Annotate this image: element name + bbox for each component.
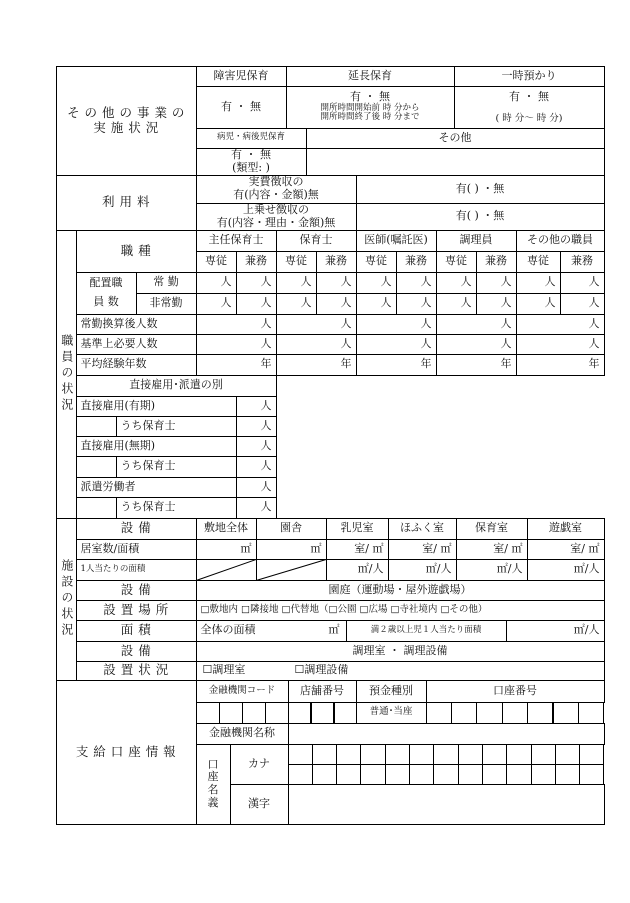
- other-value[interactable]: [306, 148, 605, 176]
- sick-care-yes-no[interactable]: 有 ・ 無 (類型: ): [196, 148, 307, 176]
- kana-char-box[interactable]: [360, 764, 385, 785]
- full-time-header: 専従: [276, 251, 317, 273]
- concurrent-header: 兼務: [316, 251, 357, 273]
- bank-info-label: 支 給 口 座 情 報: [56, 680, 197, 825]
- kana-char-box[interactable]: [458, 764, 483, 785]
- staff-count-concurrent[interactable]: 人: [236, 272, 277, 294]
- direct-indefinite-count[interactable]: 人: [236, 436, 277, 457]
- per-person-label: 1人当たりの面積: [76, 559, 197, 581]
- kana-char-box[interactable]: [433, 744, 458, 765]
- direct-indefinite-nursery-count[interactable]: 人: [236, 456, 277, 478]
- placement-label-1: 配置職: [89, 276, 123, 290]
- account-no-digit[interactable]: [527, 702, 553, 724]
- concurrent-header: 兼務: [396, 251, 437, 273]
- institution-name-value[interactable]: [288, 723, 605, 745]
- dispatched-nursery-count[interactable]: 人: [236, 497, 277, 519]
- fte-label: 常勤換算後人数: [76, 314, 197, 335]
- room-count-area-value[interactable]: 室/ ㎡: [456, 539, 528, 560]
- account-no-digit[interactable]: [578, 702, 604, 724]
- account-no-digit[interactable]: [426, 702, 452, 724]
- staff-count-concurrent[interactable]: 人: [560, 293, 605, 315]
- kana-char-box[interactable]: [531, 744, 556, 765]
- location-label: 設 置 場 所: [76, 600, 197, 621]
- staff-count-concurrent[interactable]: 人: [476, 293, 517, 315]
- direct-fixed-count[interactable]: 人: [236, 396, 277, 417]
- garden-equipment-label: 設 備: [76, 580, 197, 601]
- kana-char-box[interactable]: [531, 764, 556, 785]
- placement-label: [76, 272, 137, 315]
- total-area-unit: ㎡: [328, 623, 340, 637]
- staff-count-full-time[interactable]: 人: [196, 272, 237, 294]
- surcharge-label: 上乗せ徴収の 有(内容・理由・金額)無: [196, 203, 357, 231]
- staff-count-concurrent[interactable]: 人: [316, 293, 357, 315]
- employment-type-header: 直接雇用･派遣の別: [76, 375, 277, 397]
- experience-label-value[interactable]: 年: [436, 354, 517, 376]
- rooms-area-label: 居室数/面積: [76, 539, 197, 560]
- experience-label-value[interactable]: 年: [356, 354, 437, 376]
- kana-char-box[interactable]: [458, 744, 483, 765]
- per-person-area-value[interactable]: ㎡/人: [527, 559, 605, 581]
- institution-code-digit[interactable]: [265, 702, 289, 724]
- concurrent-header: 兼務: [476, 251, 517, 273]
- kana-char-box[interactable]: [433, 764, 458, 785]
- direct-fixed-nursery-count[interactable]: 人: [236, 416, 277, 437]
- staff-count-full-time[interactable]: 人: [356, 272, 397, 294]
- kana-char-box[interactable]: [506, 764, 531, 785]
- kitchen-equipment-label: 設 備: [76, 641, 197, 662]
- fte-label-value[interactable]: 人: [356, 314, 437, 335]
- role-header-cook: 調理員: [436, 230, 517, 252]
- kitchen-equipment-checkbox[interactable]: ☐調理設備: [294, 663, 349, 677]
- temporary-time: ( 時 分～ 時 分): [495, 113, 563, 124]
- kana-char-box[interactable]: [288, 764, 313, 785]
- required-label-value[interactable]: 人: [196, 334, 277, 355]
- kana-char-box[interactable]: [312, 744, 337, 765]
- kana-char-box[interactable]: [312, 764, 337, 785]
- full-time-header: 専従: [356, 251, 397, 273]
- staff-count-full-time[interactable]: 人: [196, 293, 237, 315]
- room-count-area-value[interactable]: 室/ ㎡: [326, 539, 389, 560]
- fte-label-value[interactable]: 人: [436, 314, 517, 335]
- area-label: 面 積: [76, 620, 197, 642]
- staff-count-full-time[interactable]: 人: [276, 272, 317, 294]
- kana-char-box[interactable]: [579, 764, 604, 785]
- per-child-area-label: 満２歳以上児１人当たり面積: [346, 620, 507, 642]
- kanji-value[interactable]: [288, 784, 605, 825]
- kana-char-box[interactable]: [336, 744, 361, 765]
- facility-col-header: 保育室: [456, 518, 528, 540]
- job-type-header: 職 種: [76, 230, 197, 273]
- experience-label: 平均経験年数: [76, 354, 197, 376]
- experience-label-value[interactable]: 年: [196, 354, 277, 376]
- account-no-digit[interactable]: [451, 702, 477, 724]
- placement-label-2: 員 数: [93, 295, 119, 308]
- staff-count-full-time[interactable]: 人: [436, 272, 477, 294]
- account-no-digit[interactable]: [553, 702, 579, 724]
- kana-char-box[interactable]: [579, 744, 604, 765]
- staff-section-label: 職員の状況: [56, 230, 77, 519]
- kana-char-box[interactable]: [506, 744, 531, 765]
- account-no-header: 口座番号: [426, 680, 605, 703]
- branch-no-header: 店舗番号: [288, 680, 357, 703]
- temporary-yes-no[interactable]: 有 ・ 無: [454, 86, 605, 129]
- concurrent-header: 兼務: [236, 251, 277, 273]
- dispatched-count[interactable]: 人: [236, 477, 277, 498]
- staff-count-full-time[interactable]: 人: [356, 293, 397, 315]
- required-label-value[interactable]: 人: [276, 334, 357, 355]
- required-label-value[interactable]: 人: [356, 334, 437, 355]
- other-header: その他: [306, 128, 605, 149]
- regular-label: 常 勤: [136, 272, 197, 294]
- staff-count-concurrent[interactable]: 人: [396, 293, 437, 315]
- temporary-care-header: 一時預かり: [454, 66, 605, 87]
- direct-fixed-label: 直接雇用(有期): [76, 396, 237, 417]
- dispatched-label: 派遣労働者: [76, 477, 237, 498]
- concurrent-header: 兼務: [560, 251, 605, 273]
- staff-count-concurrent[interactable]: 人: [396, 272, 437, 294]
- institution-code-digit[interactable]: [242, 702, 266, 724]
- per-person-area-value[interactable]: ㎡/人: [326, 559, 389, 581]
- actual-cost-value[interactable]: 有( ) ・無: [356, 175, 605, 204]
- facility-col-header: 敷地全体: [196, 518, 257, 540]
- branch-no-digit[interactable]: [334, 702, 357, 724]
- building-area-value[interactable]: ㎡: [256, 539, 327, 560]
- required-label: 基準上必要人数: [76, 334, 197, 355]
- kana-char-box[interactable]: [385, 764, 410, 785]
- institution-code-digit[interactable]: [196, 702, 220, 724]
- staff-count-concurrent[interactable]: 人: [476, 272, 517, 294]
- experience-label-value[interactable]: 年: [276, 354, 357, 376]
- install-status-options[interactable]: [196, 661, 605, 681]
- kana-char-box[interactable]: [409, 744, 434, 765]
- role-header-other-staff: その他の職員: [516, 230, 605, 252]
- staff-count-full-time[interactable]: 人: [436, 293, 477, 315]
- site-area-value[interactable]: ㎡: [196, 539, 257, 560]
- indent-blank: [76, 416, 117, 437]
- extended-care-header: 延長保育: [286, 66, 455, 87]
- fte-label-value[interactable]: 人: [276, 314, 357, 335]
- deposit-type-header: 預金種別: [356, 680, 427, 703]
- staff-count-full-time[interactable]: 人: [516, 293, 561, 315]
- kana-label: カナ: [230, 744, 289, 785]
- kana-char-box[interactable]: [555, 744, 580, 765]
- institution-code-digit[interactable]: [219, 702, 243, 724]
- facility-col-header: 遊戯室: [527, 518, 605, 540]
- full-time-header: 専従: [436, 251, 477, 273]
- facility-col-header: ほふく室: [388, 518, 457, 540]
- per-person-area-value[interactable]: ㎡/人: [388, 559, 457, 581]
- room-count-area-value[interactable]: 室/ ㎡: [527, 539, 605, 560]
- kana-char-box[interactable]: [360, 744, 385, 765]
- account-holder-label: 口 座 名 義: [196, 744, 231, 825]
- experience-label-value[interactable]: 年: [516, 354, 605, 376]
- garden-header: 園庭（運動場・屋外遊戯場）: [196, 580, 605, 601]
- fte-label-value[interactable]: 人: [516, 314, 605, 335]
- facility-report-form: [56, 66, 604, 824]
- extended-yes-no[interactable]: 有 ・ 無: [350, 89, 390, 103]
- kanji-label: 漢字: [230, 784, 289, 825]
- deposit-type-value[interactable]: 普通･当座: [356, 702, 427, 724]
- account-no-digit[interactable]: [476, 702, 502, 724]
- kitchen-header: 調理室 ・ 調理設備: [196, 641, 605, 662]
- per-person-area-value[interactable]: ㎡/人: [456, 559, 528, 581]
- kitchen-room-checkbox[interactable]: ☐調理室: [202, 663, 246, 677]
- required-label-value[interactable]: 人: [516, 334, 605, 355]
- facility-section-label: 施設の状況: [56, 518, 77, 681]
- direct-indefinite-nursery-label: うち保育士: [116, 456, 237, 478]
- indent-blank: [76, 456, 117, 478]
- branch-no-digit[interactable]: [311, 702, 334, 724]
- indent-blank: [76, 497, 117, 519]
- disabled-care-header: 障害児保育: [196, 66, 287, 87]
- full-time-header: 専従: [196, 251, 237, 273]
- branch-no-digit[interactable]: [288, 702, 311, 724]
- role-header-head-nursery: 主任保育士: [196, 230, 277, 252]
- actual-cost-label: 実費徴収の 有(内容・金額)無: [196, 175, 357, 204]
- account-no-digit[interactable]: [502, 702, 528, 724]
- full-time-header: 専従: [516, 251, 561, 273]
- staff-count-full-time[interactable]: 人: [516, 272, 561, 294]
- staff-count-concurrent[interactable]: 人: [560, 272, 605, 294]
- staff-count-concurrent[interactable]: 人: [236, 293, 277, 315]
- fte-label-value[interactable]: 人: [196, 314, 277, 335]
- extended-time: 開所時間開始前 時 分から 開所時間終了後 時 分まで: [320, 102, 420, 123]
- dispatched-nursery-label: うち保育士: [116, 497, 237, 519]
- facility-col-header: 乳児室: [326, 518, 389, 540]
- required-label-value[interactable]: 人: [436, 334, 517, 355]
- kana-char-box[interactable]: [555, 764, 580, 785]
- kana-char-box[interactable]: [336, 764, 361, 785]
- total-area-label: 全体の面積: [200, 623, 256, 637]
- staff-count-full-time[interactable]: 人: [276, 293, 317, 315]
- kana-char-box[interactable]: [482, 744, 507, 765]
- direct-indefinite-label: 直接雇用(無期): [76, 436, 237, 457]
- fees-label: 利 用 料: [56, 175, 197, 231]
- institution-name-label: 金融機関名称: [196, 723, 289, 745]
- location-options[interactable]: □敷地内 □隣接地 □代替地（□公園 □広場 □寺社境内 □その他）: [196, 600, 605, 621]
- disabled-care-yes-no[interactable]: 有 ・ 無: [196, 86, 287, 129]
- other-services-label: そ の 他 の 事 業 の 実 施 状 況: [56, 66, 197, 176]
- direct-fixed-nursery-label: うち保育士: [116, 416, 237, 437]
- facility-col-header: 園舎: [256, 518, 327, 540]
- part-time-label: 非常勤: [136, 293, 197, 315]
- room-count-area-value[interactable]: 室/ ㎡: [388, 539, 457, 560]
- sick-child-care-header: 病児・病後児保育: [196, 128, 307, 149]
- staff-count-concurrent[interactable]: 人: [316, 272, 357, 294]
- surcharge-value[interactable]: 有( ) ・無: [356, 203, 605, 231]
- kana-char-box[interactable]: [385, 744, 410, 765]
- institution-code-header: 金融機関コード: [196, 680, 289, 703]
- per-child-area-value[interactable]: ㎡/人: [506, 620, 605, 642]
- role-header-doctor: 医師(嘱託医): [356, 230, 437, 252]
- total-area-cell[interactable]: [196, 620, 347, 642]
- extended-care-cell[interactable]: [286, 86, 455, 129]
- equipment-header: 設 備: [76, 518, 197, 540]
- role-header-nursery: 保育士: [276, 230, 357, 252]
- kana-char-box[interactable]: [482, 764, 507, 785]
- kana-char-box[interactable]: [288, 744, 313, 765]
- kana-char-box[interactable]: [409, 764, 434, 785]
- install-status-label: 設 置 状 況: [76, 661, 197, 681]
